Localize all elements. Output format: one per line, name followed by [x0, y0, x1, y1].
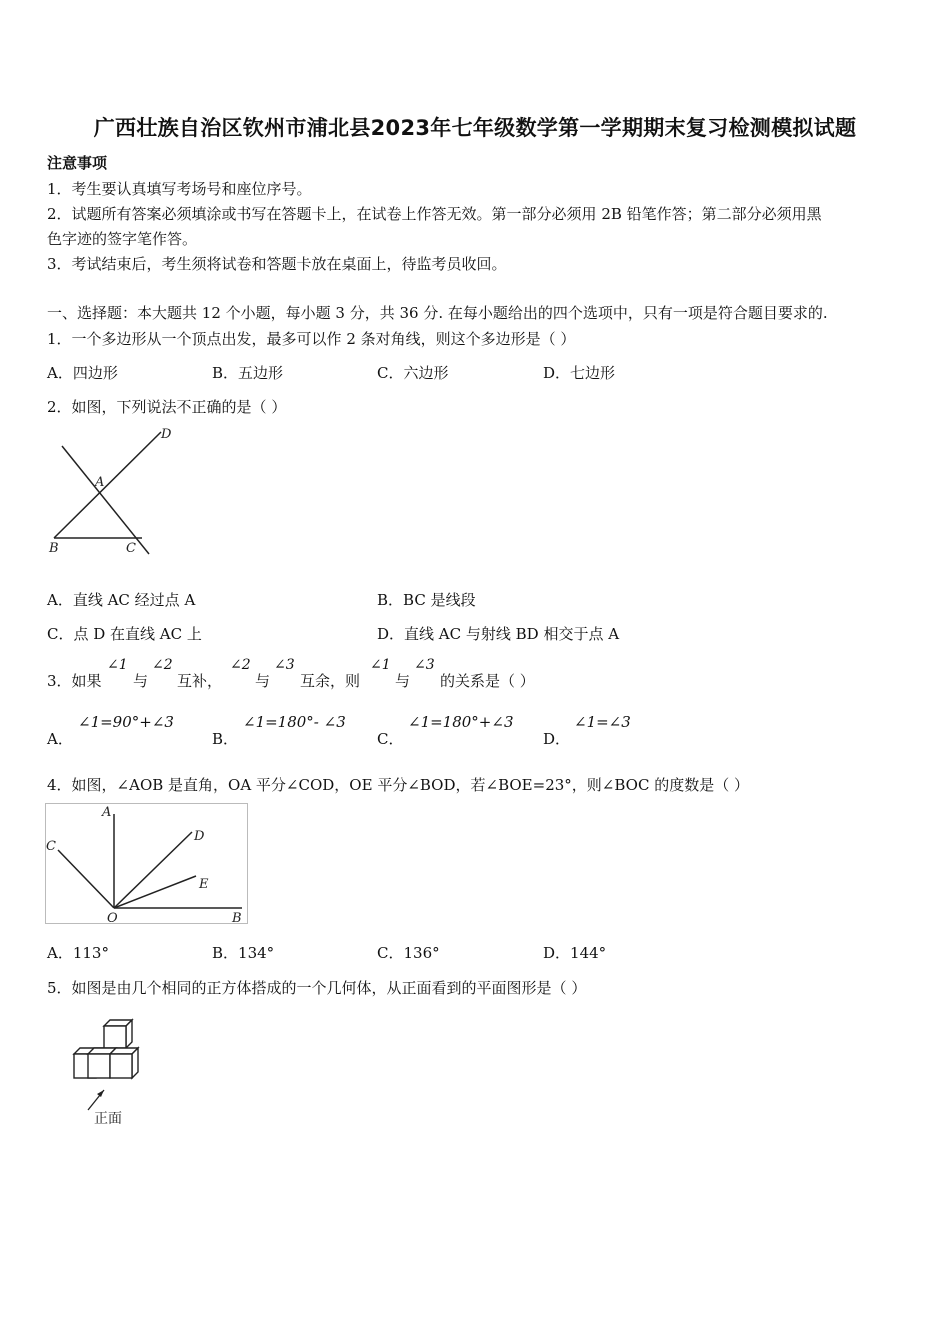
q1-option-c: C．六边形: [377, 364, 449, 382]
q4-label-b: B: [232, 911, 242, 926]
notice-heading: 注意事项: [47, 154, 108, 172]
q3-option-d-letter: D．: [543, 730, 571, 748]
q3-angle-1a: ∠1: [107, 657, 128, 673]
q4-label-a: A: [102, 805, 112, 820]
q2-stem: 2．如图，下列说法不正确的是（ ）: [47, 398, 287, 416]
q2-option-a: A．直线 AC 经过点 A: [47, 591, 196, 609]
q3-option-c-expr: ∠1=180°+∠3: [408, 713, 514, 731]
q4-option-a: A．113°: [47, 944, 109, 962]
q4-stem: 4．如图，∠AOB 是直角，OA 平分∠COD，OE 平分∠BOD，若∠BOE=23°，则∠BOC 的度数是（ ）: [47, 776, 749, 794]
page-title: 广西壮族自治区钦州市浦北县2023年七年级数学第一学期期末复习检测模拟试题: [93, 116, 857, 140]
q3-suffix: 的关系是（ ）: [440, 672, 535, 690]
q2-option-b: B．BC 是线段: [377, 591, 476, 609]
q3-option-b-expr: ∠1=180°- ∠3: [243, 713, 346, 731]
section-heading: 一、选择题：本大题共 12 个小题，每小题 3 分，共 36 分. 在每小题给出的四个选项中，只有一项是符合题目要求的.: [47, 304, 828, 322]
q1-stem: 1．一个多边形从一个顶点出发，最多可以作 2 条对角线，则这个多边形是（ ）: [47, 330, 576, 348]
q2-label-a: A: [95, 475, 105, 490]
notice-item-2: 2．试题所有答案必须填涂或书写在答题卡上，在试卷上作答无效。第一部分必须用 2B 铅笔作答；第二部分必须用黑: [47, 205, 822, 223]
q2-figure: [44, 424, 184, 560]
q4-figure-frame: [46, 804, 248, 924]
q5-arrow-head: [97, 1090, 104, 1097]
q4-label-c: C: [46, 839, 56, 854]
q3-angle-3a: ∠3: [274, 657, 295, 673]
notice-item-1: 1．考生要认真填写考场号和座位序号。: [47, 180, 312, 198]
q4-figure: [44, 802, 250, 926]
q4-option-b: B．134°: [212, 944, 275, 962]
q4-option-d: D．144°: [543, 944, 607, 962]
q4-ray-oe: [114, 876, 196, 908]
q2-option-d: D．直线 AC 与射线 BD 相交于点 A: [377, 625, 620, 643]
q5-stem: 5．如图是由几个相同的正方体搭成的一个几何体，从正面看到的平面图形是（ ）: [47, 979, 587, 997]
q3-angle-2b: ∠2: [230, 657, 251, 673]
q2-label-c: C: [126, 541, 136, 556]
q3-option-a-expr: ∠1=90°+∠3: [78, 713, 174, 731]
q5-figure: [66, 1018, 162, 1130]
q5-bottom-cubes: [88, 1048, 138, 1078]
q5-top-cube: [104, 1020, 132, 1048]
q3-word-yu-2: 与: [255, 672, 271, 690]
q1-option-a: A．四边形: [47, 364, 118, 382]
q3-option-d-expr: ∠1=∠3: [574, 713, 631, 731]
q2-label-b: B: [49, 541, 59, 556]
q2-label-d: D: [161, 427, 172, 442]
q4-label-e: E: [199, 877, 209, 892]
q4-label-d: D: [194, 829, 205, 844]
q3-option-a-letter: A．: [47, 730, 73, 748]
q3-prefix: 3．如果: [47, 672, 102, 690]
q3-word-yu-3: 与: [395, 672, 411, 690]
q1-option-d: D．七边形: [543, 364, 616, 382]
q3-option-b-letter: B．: [212, 730, 239, 748]
q3-angle-2a: ∠2: [152, 657, 173, 673]
q4-label-o: O: [107, 911, 118, 926]
q3-angle-1b: ∠1: [370, 657, 391, 673]
q3-angle-3b: ∠3: [414, 657, 435, 673]
q4-option-c: C．136°: [377, 944, 440, 962]
q2-option-c: C．点 D 在直线 AC 上: [47, 625, 202, 643]
q5-front-label: 正面: [94, 1111, 122, 1127]
q4-ray-od: [114, 832, 192, 908]
q3-option-c-letter: C．: [377, 730, 404, 748]
q4-ray-oc: [58, 850, 114, 908]
q2-ray-bd: [54, 432, 161, 538]
notice-item-2-cont: 色字迹的签字笔作答。: [47, 230, 198, 248]
q3-word-huyu: 互余，则: [300, 672, 361, 690]
notice-item-3: 3．考试结束后，考生须将试卷和答题卡放在桌面上，待监考员收回。: [47, 255, 507, 273]
q1-option-b: B．五边形: [212, 364, 284, 382]
q3-word-hubu: 互补，: [177, 672, 223, 690]
q3-word-yu-1: 与: [133, 672, 149, 690]
